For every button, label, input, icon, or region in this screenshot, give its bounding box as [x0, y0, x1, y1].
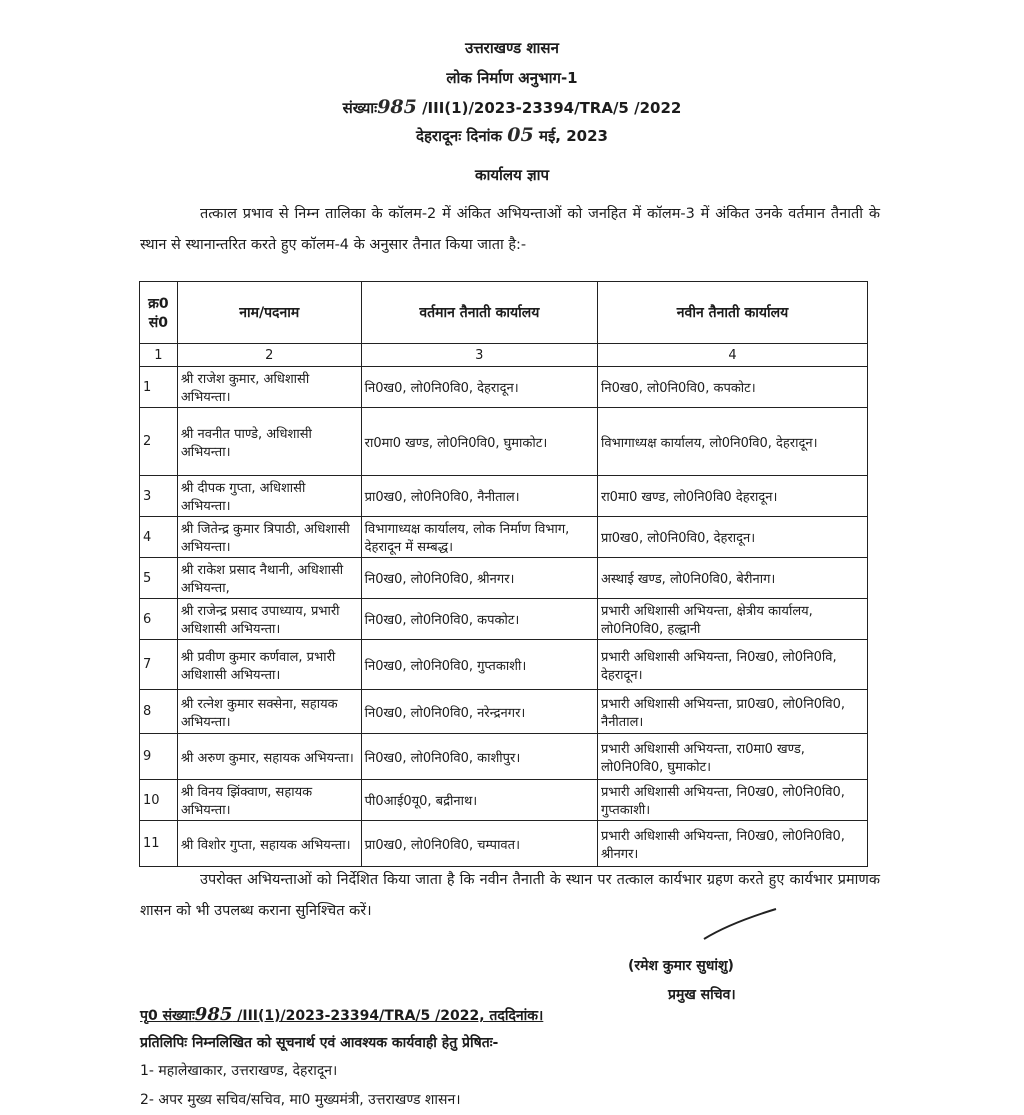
current-posting-cell: विभागाध्यक्ष कार्यालय, लोक निर्माण विभाग, देहरादून में सम्बद्ध।: [361, 517, 597, 558]
intro-paragraph: तत्काल प्रभाव से निम्न तालिका के कॉलम-2 में अंकित अभियन्ताओं को जनहित में कॉलम-3 में अंकित उनके वर्तमान तैनाती के स्थान से स्थानान्तरित करते हुए कॉलम-4 के अनुसार तैनात किया जाता है:-: [140, 206, 880, 253]
column-number: 4: [598, 344, 868, 367]
reference-number: संख्याः985 /III(1)/2023-23394/TRA/5 /2022: [342, 96, 682, 118]
new-posting-cell: प्रभारी अधिशासी अभियन्ता, नि0ख0, लो0नि0वि0, गुप्तकाशी।: [598, 780, 868, 821]
copy-item: 2- अपर मुख्य सचिव/सचिव, मा0 मुख्यमंत्री, उत्तराखण्ड शासन।: [140, 1092, 461, 1108]
serial-cell: 4: [140, 517, 178, 558]
name-cell: श्री राजेश कुमार, अधिशासी अभियन्ता।: [177, 367, 361, 408]
name-cell: श्री विनय झिंक्वाण, सहायक अभियन्ता।: [177, 780, 361, 821]
serial-cell: 10: [140, 780, 178, 821]
new-posting-cell: नि0ख0, लो0नि0वि0, कपकोट।: [598, 367, 868, 408]
table-row: [140, 558, 868, 599]
serial-cell: 7: [140, 640, 178, 690]
table-row: [140, 734, 868, 780]
new-posting-cell: प्रभारी अधिशासी अभियन्ता, रा0मा0 खण्ड, लो0नि0वि0, घुमाकोट।: [598, 734, 868, 780]
endorsement-reference: पृ0 संख्याः985 /III(1)/2023-23394/TRA/5 /2022, तददिनांक।: [140, 1004, 544, 1025]
current-posting-cell: प्रा0ख0, लो0नि0वि0, नैनीताल।: [361, 476, 597, 517]
table-row: [140, 821, 868, 867]
table-row: [140, 640, 868, 690]
place-date: देहरादूनः दिनांक 05 मई, 2023: [416, 124, 608, 146]
header-serial: क्र0 सं0: [140, 282, 178, 344]
serial-cell: 9: [140, 734, 178, 780]
copy-item: 1- महालेखाकार, उत्तराखण्ड, देहरादून।: [140, 1063, 338, 1079]
header-name: नाम/पदनाम: [177, 282, 361, 344]
serial-cell: 11: [140, 821, 178, 867]
header-current-posting: वर्तमान तैनाती कार्यालय: [361, 282, 597, 344]
table-row: [140, 780, 868, 821]
current-posting-cell: नि0ख0, लो0नि0वि0, श्रीनगर।: [361, 558, 597, 599]
government-title: उत्तराखण्ड शासन: [465, 39, 559, 57]
current-posting-cell: नि0ख0, लो0नि0वि0, नरेन्द्रनगर।: [361, 690, 597, 734]
current-posting-cell: रा0मा0 खण्ड, लो0नि0वि0, घुमाकोट।: [361, 408, 597, 476]
name-cell: श्री जितेन्द्र कुमार त्रिपाठी, अधिशासी अभियन्ता।: [177, 517, 361, 558]
name-cell: श्री रत्नेश कुमार सक्सेना, सहायक अभियन्ता।: [177, 690, 361, 734]
current-posting-cell: नि0ख0, लो0नि0वि0, गुप्तकाशी।: [361, 640, 597, 690]
table-row: [140, 367, 868, 408]
table-row: [140, 408, 868, 476]
current-posting-cell: नि0ख0, लो0नि0वि0, देहरादून।: [361, 367, 597, 408]
signatory-name: (रमेश कुमार सुधांशु): [628, 958, 734, 974]
column-number: 1: [140, 344, 178, 367]
handwritten-date: 05: [507, 124, 534, 146]
serial-cell: 8: [140, 690, 178, 734]
new-posting-cell: विभागाध्यक्ष कार्यालय, लो0नि0वि0, देहरादून।: [598, 408, 868, 476]
table-row: [140, 517, 868, 558]
serial-cell: 3: [140, 476, 178, 517]
new-posting-cell: प्रभारी अधिशासी अभियन्ता, नि0ख0, लो0नि0वि0, श्रीनगर।: [598, 821, 868, 867]
table-row: [140, 599, 868, 640]
handwritten-number: 985: [194, 1004, 233, 1025]
transfer-table: [139, 281, 868, 867]
serial-cell: 5: [140, 558, 178, 599]
new-posting-cell: प्रा0ख0, लो0नि0वि0, देहरादून।: [598, 517, 868, 558]
new-posting-cell: प्रभारी अधिशासी अभियन्ता, प्रा0ख0, लो0नि0वि0, नैनीताल।: [598, 690, 868, 734]
table-row: [140, 690, 868, 734]
name-cell: श्री दीपक गुप्ता, अधिशासी अभियन्ता।: [177, 476, 361, 517]
handwritten-number: 985: [377, 96, 417, 118]
name-cell: श्री प्रवीण कुमार कर्णवाल, प्रभारी अधिशासी अभियन्ता।: [177, 640, 361, 690]
column-number-row: [140, 344, 868, 367]
table-header-row: [140, 282, 868, 344]
closing-paragraph: उपरोक्त अभियन्ताओं को निर्देशित किया जाता है कि नवीन तैनाती के स्थान पर तत्काल कार्यभार ग्रहण करते हुए कार्यभार प्रमाणक शासन को भी उपलब्ध कराना सुनिश्चित करें।: [140, 872, 880, 919]
name-cell: श्री राजेन्द्र प्रसाद उपाध्याय, प्रभारी अधिशासी अभियन्ता।: [177, 599, 361, 640]
current-posting-cell: प्रा0ख0, लो0नि0वि0, चम्पावत।: [361, 821, 597, 867]
name-cell: श्री अरुण कुमार, सहायक अभियन्ता।: [177, 734, 361, 780]
signatory-designation: प्रमुख सचिव।: [668, 987, 736, 1003]
serial-cell: 2: [140, 408, 178, 476]
document-type: कार्यालय ज्ञाप: [474, 166, 550, 184]
copy-to-line: प्रतिलिपिः निम्नलिखित को सूचनार्थ एवं आवश्यक कार्यवाही हेतु प्रेषितः-: [140, 1035, 499, 1051]
new-posting-cell: अस्थाई खण्ड, लो0नि0वि0, बेरीनाग।: [598, 558, 868, 599]
table-body: [140, 367, 868, 867]
column-number: 3: [361, 344, 597, 367]
name-cell: श्री राकेश प्रसाद नैथानी, अधिशासी अभियन्ता,: [177, 558, 361, 599]
name-cell: श्री विशोर गुप्ता, सहायक अभियन्ता।: [177, 821, 361, 867]
name-cell: श्री नवनीत पाण्डे, अधिशासी अभियन्ता।: [177, 408, 361, 476]
column-number: 2: [177, 344, 361, 367]
signature-mark: [700, 905, 780, 945]
serial-cell: 6: [140, 599, 178, 640]
current-posting-cell: पी0आई0यू0, बद्रीनाथ।: [361, 780, 597, 821]
new-posting-cell: रा0मा0 खण्ड, लो0नि0वि0 देहरादून।: [598, 476, 868, 517]
current-posting-cell: नि0ख0, लो0नि0वि0, कपकोट।: [361, 599, 597, 640]
serial-cell: 1: [140, 367, 178, 408]
new-posting-cell: प्रभारी अधिशासी अभियन्ता, क्षेत्रीय कार्यालय, लो0नि0वि0, हल्द्वानी: [598, 599, 868, 640]
current-posting-cell: नि0ख0, लो0नि0वि0, काशीपुर।: [361, 734, 597, 780]
new-posting-cell: प्रभारी अधिशासी अभियन्ता, नि0ख0, लो0नि0वि, देहरादून।: [598, 640, 868, 690]
header-new-posting: नवीन तैनाती कार्यालय: [598, 282, 868, 344]
table-row: [140, 476, 868, 517]
department-title: लोक निर्माण अनुभाग-1: [446, 69, 578, 87]
